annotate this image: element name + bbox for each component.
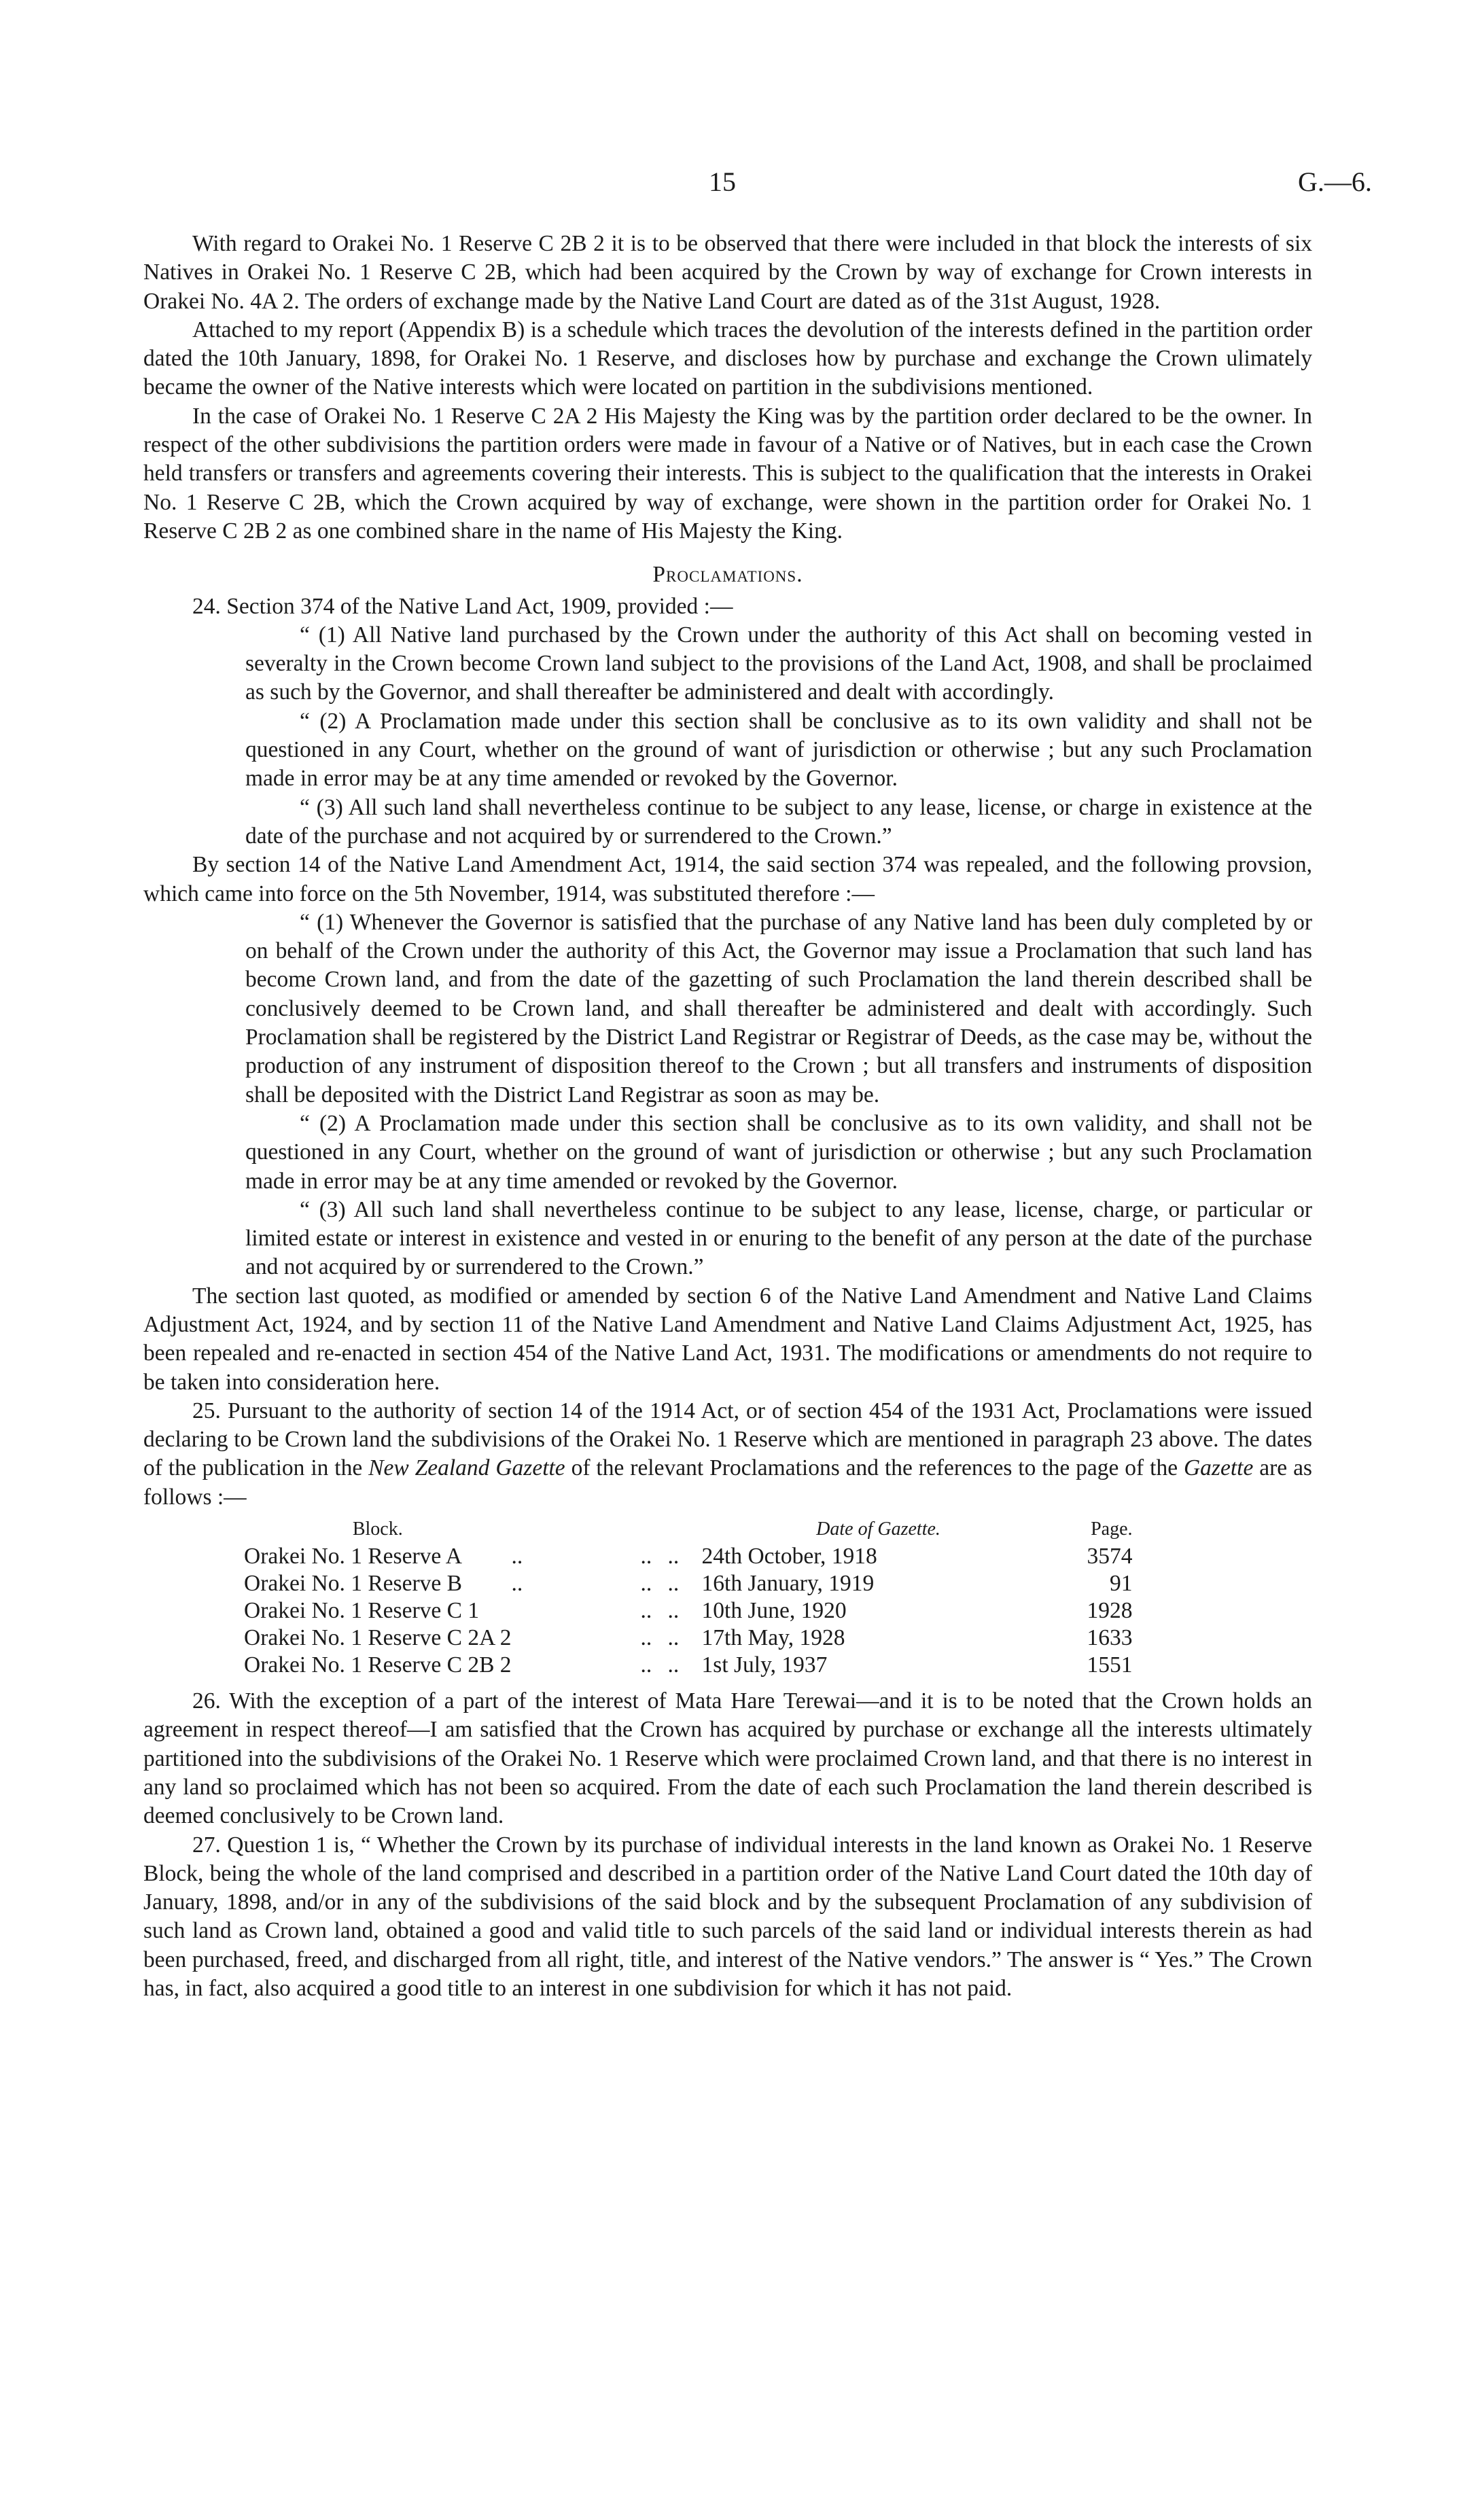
quote-1909-3: “ (3) All such land shall nevertheless continue to be subject to any lease, license, or charge in existence at the date of the purchase and not acquired by or surrendered to the Crown.” (245, 794, 1312, 849)
page-cell: 91 (1110, 1571, 1133, 1597)
page-cell: 1551 (1087, 1652, 1133, 1678)
paragraph-orakei-c2b2: With regard to Orakei No. 1 Reserve C 2B 2 it is to be observed that there were included in that block the interests of six Natives in Orakei No. 1 Reserve C 2B, which had been acquired by the Crown by way of exchange for Crown interests in Orakei No. 4A 2. The orders of exchange made by the Native Land Court are dated as of the 31st August, 1928. (143, 231, 1312, 314)
block-cell: Orakei No. 1 Reserve C 2A 2 (244, 1625, 512, 1651)
header-date-of-gazette: Date of Gazette. (816, 1519, 940, 1540)
section-heading-proclamations: Proclamations. (652, 562, 803, 588)
block-cell: Orakei No. 1 Reserve B (244, 1571, 462, 1597)
paragraph-25-part-2: of the relevant Proclamations and the references to the page of the (565, 1455, 1184, 1481)
table-row (244, 1625, 1133, 1652)
header-block: Block. (352, 1519, 403, 1540)
date-cell: ..16th January, 1919 (667, 1571, 875, 1597)
page-cell: 3574 (1087, 1544, 1133, 1569)
paragraph-1914-intro: By section 14 of the Native Land Amendment Act, 1914, the said section 374 was repealed, and the following provsion, which came into force on the 5th November, 1914, was substituted therefore :— (143, 852, 1312, 906)
leader-dots: .. (667, 1652, 680, 1678)
leader-cell: .. (640, 1652, 652, 1678)
table-row (244, 1543, 1133, 1570)
table-row (244, 1597, 1133, 1625)
quote-1914-3: “ (3) All such land shall nevertheless continue to be subject to any lease, license, charge, or particular or limited estate or interest in existence and vested in or enuring to the benefit of any person at the date of the purchase and not acquired by or surrendered to the Crown.” (245, 1196, 1312, 1280)
date-cell: ..24th October, 1918 (667, 1544, 877, 1569)
paragraph-26: 26. With the exception of a part of the interest of Mata Hare Terewai—and it is to be noted that the Crown holds an agreement in respect thereof—I am satisfied that the Crown has acquired by purchase or exchange all the interests ultimately partitioned into the subdivisions of the Orakei No. 1 Reserve which were proclaimed Crown land, and that there is no interest in any land so proclaimed which has not been so acquired. From the date of each such Proclamation the land therein described is deemed conclusively to be Crown land. (143, 1688, 1312, 1829)
page-cell: 1633 (1087, 1625, 1133, 1651)
paragraph-27: 27. Question 1 is, “ Whether the Crown by its purchase of individual interests in the land known as Orakei No. 1 Reserve Block, being the whole of the land comprised and described in a partition order of the Native Land Court dated the 10th day of January, 1898, and/or in any of the subdivisions of the said block and by the subsequent Proclamation of any subdivision of such land as Crown land, obtained a good and valid title to such parcels of the said land or individual interests therein as had been purchased, freed, and discharged from all right, title, and interest of the Native vendors.” The answer is “ Yes.” The Crown has, in fact, also acquired a good title to an interest in one subdivision for which it has not paid. (143, 1832, 1312, 2002)
block-cell: Orakei No. 1 Reserve A (244, 1544, 462, 1569)
gazette-table-header (244, 1516, 1133, 1543)
gazette-short-name: Gazette (1183, 1455, 1254, 1481)
document-reference: G.—6. (1298, 166, 1372, 197)
quote-1914-2: “ (2) A Proclamation made under this section shall be conclusive as to its own validity, and shall not be questioned in any Court, whether on the ground of want of jurisdiction or otherwise ; but any such Proclamation made in error may be at any time amended or revoked by the Governor. (245, 1110, 1312, 1194)
leader-dots: .. (667, 1571, 680, 1597)
block-cell: Orakei No. 1 Reserve C 1 (244, 1598, 480, 1624)
paragraph-25 (143, 1397, 1312, 1512)
leader-cell: .. (640, 1598, 652, 1624)
leader-cell (512, 1597, 641, 1625)
leader-cell: .. (640, 1544, 652, 1569)
paragraph-25-part-3: are as follows :— (143, 1455, 1312, 1510)
leader-cell (512, 1652, 641, 1679)
leader-cell: .. (640, 1625, 652, 1651)
table-row (244, 1652, 1133, 1679)
leader-dots: .. (667, 1625, 680, 1651)
leader-cell: .. (511, 1544, 523, 1569)
block-cell: Orakei No. 1 Reserve C 2B 2 (244, 1652, 512, 1678)
quote-1914-1: “ (1) Whenever the Governor is satisfied that the purchase of any Native land has been duly completed by or on behalf of the Crown under the authority of this Act, the Governor may issue a Proclamation that such land has become Crown land, and from the date of the gazetting of such Proclamation the land therein described shall be conclusively deemed to be Crown land, and shall thereafter be administered and dealt with accordingly. Such Proclamation shall be registered by the District Land Registrar or Registrar of Deeds, as the case may be, without the production of any instrument of disposition thereof to the Crown ; but all transfers and instruments of disposition shall be deposited with the District Land Registrar as soon as may be. (245, 909, 1312, 1107)
date-cell: ..1st July, 1937 (667, 1652, 828, 1678)
leader-cell: .. (511, 1571, 523, 1597)
paragraph-section-last-quoted: The section last quoted, as modified or amended by section 6 of the Native Land Amendment and Native Land Claims Adjustment Act, 1924, and by section 11 of the Native Land Amendment and Native Land Claims Adjustment Act, 1925, has been repealed and re-enacted in section 454 of the Native Land Act, 1931. The modifications or amendments do not require to be taken into consideration here. (143, 1283, 1312, 1395)
paragraph-appendix-b: Attached to my report (Appendix B) is a schedule which traces the devolution of the interests defined in the partition order dated the 10th January, 1898, for Orakei No. 1 Reserve, and discloses how by purchase and exchange the Crown ulimately became the owner of the Native interests which were located on partition in the subdivisions mentioned. (143, 317, 1312, 400)
leader-dots: .. (667, 1598, 680, 1624)
page-number: 15 (709, 166, 736, 197)
quote-1909-1: “ (1) All Native land purchased by the Crown under the authority of this Act shall on becoming vested in severalty in the Crown become Crown land subject to the provisions of the Land Act, 1908, and shall be proclaimed as such by the Governor, and shall thereafter be administered and dealt with accordingly. (245, 622, 1312, 705)
quote-1909-2: “ (2) A Proclamation made under this section shall be conclusive as to its own validity and shall not be questioned in any Court, whether on the ground of want of jurisdiction or otherwise ; but any such Proclamation made in error may be at any time amended or revoked by the Governor. (245, 708, 1312, 792)
table-row (244, 1570, 1133, 1597)
leader-cell (512, 1625, 641, 1652)
page-cell: 1928 (1087, 1598, 1133, 1624)
gazette-name: New Zealand Gazette (368, 1455, 565, 1481)
leader-cell: .. (640, 1571, 652, 1597)
paragraph-25-part-1: 25. Pursuant to the authority of section 14 of the 1914 Act, or of section 454 of the 1931 Act, Proclamations were issued declaring to be Crown land the subdivisions of the Orakei No. 1 Reserve which are mentioned in paragraph 23 above. The dates of the publication in the (143, 1398, 1312, 1481)
paragraph-24-intro: 24. Section 374 of the Native Land Act, 1909, provided :— (192, 593, 733, 619)
header-page: Page. (1091, 1519, 1133, 1540)
date-cell: ..10th June, 1920 (667, 1598, 847, 1624)
gazette-table (244, 1516, 1133, 1679)
body-text (143, 230, 1312, 2003)
date-cell: ..17th May, 1928 (667, 1625, 845, 1651)
leader-dots: .. (667, 1544, 680, 1569)
page-header (0, 166, 1461, 207)
paragraph-c2a2: In the case of Orakei No. 1 Reserve C 2A 2 His Majesty the King was by the partition order declared to be the owner. In respect of the other subdivisions the partition orders were made in favour of a Native or of Natives, but in each case the Crown held transfers or transfers and agreements covering their interests. This is subject to the qualification that the interests in Orakei No. 1 Reserve C 2B, which the Crown acquired by way of exchange, were shown in the partition order for Orakei No. 1 Reserve C 2B 2 as one combined share in the name of His Majesty the King. (143, 403, 1312, 544)
